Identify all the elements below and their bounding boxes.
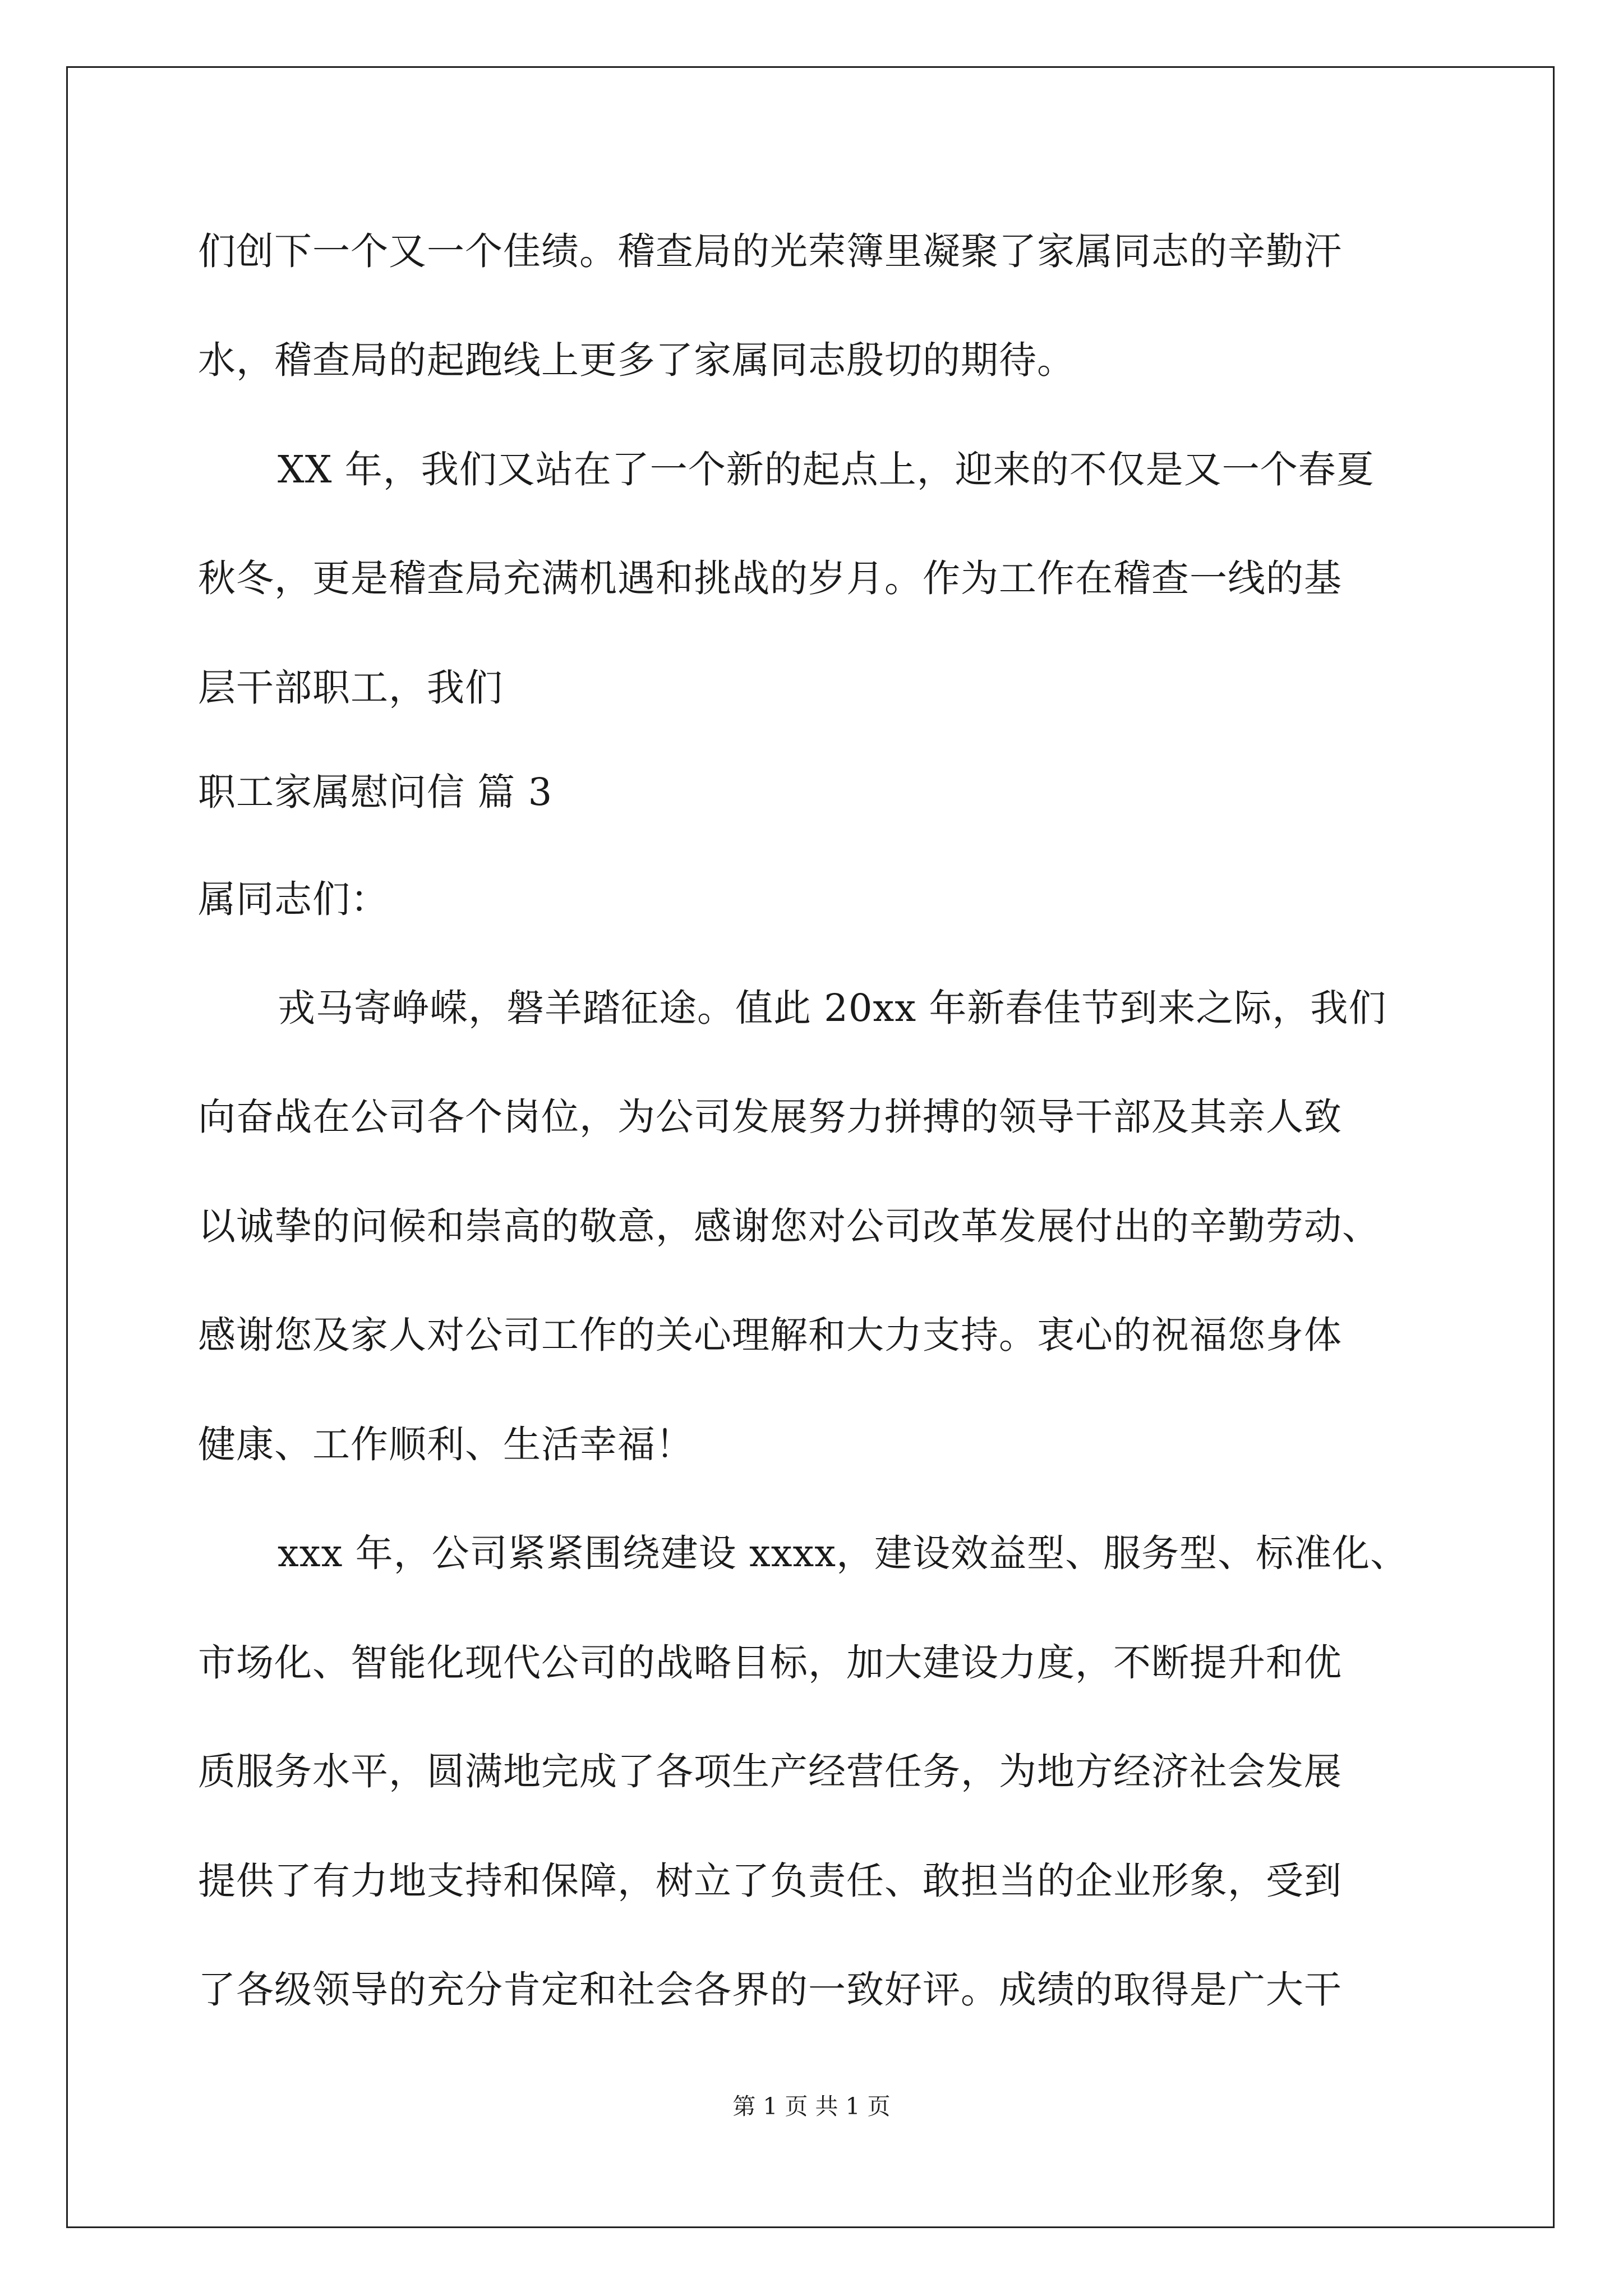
paragraph-line: 质服务水平，圆满地完成了各项生产经营任务，为地方经济社会发展	[198, 1750, 1342, 1793]
page-footer: 第 1 页 共 1 页	[732, 2093, 891, 2120]
paragraph-line: 秋冬，更是稽查局充满机遇和挑战的岁月。作为工作在稽查一线的基	[198, 556, 1342, 600]
page-border	[66, 66, 1555, 2228]
salutation: 属同志们：	[198, 877, 389, 921]
paragraph-line: 市场化、智能化现代公司的战略目标，加大建设力度，不断提升和优	[198, 1641, 1342, 1685]
paragraph-line: 了各级领导的充分肯定和社会各界的一致好评。成绩的取得是广大干	[198, 1968, 1342, 2012]
paragraph-line: 感谢您及家人对公司工作的关心理解和大力支持。衷心的祝福您身体	[198, 1313, 1342, 1357]
paragraph-line: XX 年，我们又站在了一个新的起点上，迎来的不仅是又一个春夏	[278, 448, 1375, 491]
paragraph-line: 水，稽查局的起跑线上更多了家属同志殷切的期待。	[198, 338, 1075, 382]
paragraph-line: 们创下一个又一个佳绩。稽查局的光荣簿里凝聚了家属同志的辛勤汗	[198, 229, 1342, 273]
paragraph-line: 向奋战在公司各个岗位，为公司发展努力拼搏的领导干部及其亲人致	[198, 1095, 1342, 1139]
paragraph-line: 提供了有力地支持和保障，树立了负责任、敢担当的企业形象，受到	[198, 1859, 1342, 1903]
paragraph-line: 戎马寄峥嵘，磐羊踏征途。值此 20xx 年新春佳节到来之际，我们	[278, 986, 1387, 1030]
paragraph-line: xxx 年，公司紧紧围绕建设 xxxx，建设效益型、服务型、标准化、	[278, 1531, 1409, 1575]
paragraph-line: 层干部职工，我们	[198, 666, 503, 710]
section-heading: 职工家属慰问信 篇 3	[198, 770, 553, 814]
paragraph-line: 健康、工作顺利、生活幸福！	[198, 1423, 694, 1466]
paragraph-line: 以诚挚的问候和崇高的敬意，感谢您对公司改革发展付出的辛勤劳动、	[198, 1204, 1380, 1248]
